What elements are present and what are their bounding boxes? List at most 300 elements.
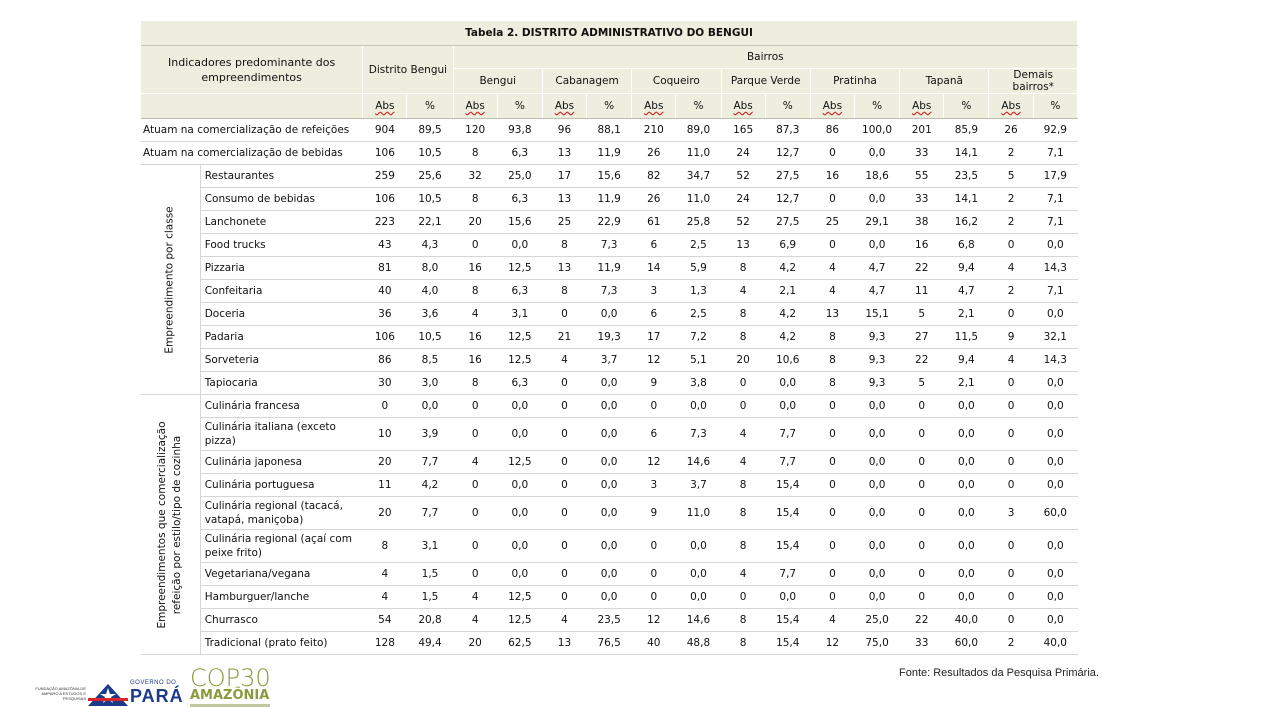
table-cell: 15,4 <box>765 474 810 497</box>
table-cell: 0 <box>810 497 854 530</box>
row-label: Culinária japonesa <box>200 451 363 474</box>
table-cell: 20 <box>721 349 765 372</box>
table-cell: 0,0 <box>944 497 989 530</box>
table-cell: 52 <box>721 165 765 188</box>
table-cell: 12 <box>632 609 676 632</box>
table-cell: 81 <box>363 257 407 280</box>
table-cell: 0 <box>989 474 1033 497</box>
table-cell: 11,0 <box>676 188 721 211</box>
table-row <box>141 372 1078 395</box>
table-cell: 14,6 <box>676 609 721 632</box>
table-cell: 7,1 <box>1033 142 1077 165</box>
table-cell: 0 <box>542 395 586 418</box>
table-cell: 0 <box>721 395 765 418</box>
table-cell: 0 <box>989 418 1033 451</box>
table-cell: 0,0 <box>855 395 900 418</box>
table-cell: 89,0 <box>676 119 721 142</box>
row-label: Tapiocaria <box>200 372 363 395</box>
table-cell: 0 <box>632 530 676 563</box>
table-cell: 0,0 <box>587 474 632 497</box>
table-row <box>141 451 1078 474</box>
table-cell: 4 <box>721 418 765 451</box>
table-cell: 0,0 <box>676 586 721 609</box>
table-cell: 20 <box>453 632 497 655</box>
table-cell: 6 <box>632 303 676 326</box>
table-cell: 25,8 <box>676 211 721 234</box>
table-cell: 4 <box>542 349 586 372</box>
source-note: Fonte: Resultados da Pesquisa Primária. <box>899 667 1099 679</box>
table-cell: 22,9 <box>587 211 632 234</box>
table-cell: 0 <box>810 474 854 497</box>
pct-header: % <box>944 94 989 119</box>
table-cell: 6,3 <box>497 142 542 165</box>
table-cell: 3,0 <box>407 372 453 395</box>
table-row <box>141 349 1078 372</box>
table-cell: 60,0 <box>944 632 989 655</box>
cop30-logo <box>190 664 280 714</box>
abs-header <box>721 94 765 119</box>
table-cell: 0 <box>542 451 586 474</box>
table-cell: 12,7 <box>765 188 810 211</box>
table-cell: 14,3 <box>1033 349 1077 372</box>
table-cell: 8 <box>721 474 765 497</box>
table-cell: 54 <box>363 609 407 632</box>
table-cell: 0 <box>453 563 497 586</box>
table-cell: 8 <box>721 257 765 280</box>
table-cell: 19,3 <box>587 326 632 349</box>
table-cell: 13 <box>542 632 586 655</box>
table-cell: 26 <box>989 119 1033 142</box>
table-cell: 1,3 <box>676 280 721 303</box>
table-cell: 2 <box>989 632 1033 655</box>
table-cell: 6,3 <box>497 372 542 395</box>
row-label: Padaria <box>200 326 363 349</box>
table-cell: 10,5 <box>407 188 453 211</box>
table-cell: 23,5 <box>944 165 989 188</box>
table-cell: 15,6 <box>497 211 542 234</box>
table-cell: 100,0 <box>855 119 900 142</box>
table-cell: 4 <box>721 280 765 303</box>
table-row <box>141 257 1078 280</box>
table-cell: 3,1 <box>407 530 453 563</box>
cop30-subline <box>190 704 270 707</box>
table-cell: 49,4 <box>407 632 453 655</box>
pct-header: % <box>1033 94 1077 119</box>
table-cell: 0 <box>542 418 586 451</box>
table-cell: 0,0 <box>407 395 453 418</box>
table-row <box>141 119 1078 142</box>
table-cell: 0,0 <box>676 395 721 418</box>
table-cell: 8 <box>453 372 497 395</box>
table-cell: 0 <box>900 474 944 497</box>
table-row <box>141 632 1078 655</box>
table-cell: 0,0 <box>944 474 989 497</box>
table-cell: 20,8 <box>407 609 453 632</box>
table-cell: 52 <box>721 211 765 234</box>
table-cell: 4 <box>989 257 1033 280</box>
table-cell: 20 <box>363 451 407 474</box>
table-cell: 8 <box>810 372 854 395</box>
table-cell: 0 <box>542 474 586 497</box>
table-cell: 0 <box>810 142 854 165</box>
row-label: Vegetariana/vegana <box>200 563 363 586</box>
table-cell: 0,0 <box>587 418 632 451</box>
table-cell: 0,0 <box>497 563 542 586</box>
table-cell: 0 <box>810 418 854 451</box>
table-row <box>141 326 1078 349</box>
pct-header: % <box>765 94 810 119</box>
table-cell: 0,0 <box>587 372 632 395</box>
table-cell: 7,3 <box>587 234 632 257</box>
bairro-header: Coqueiro <box>632 69 721 94</box>
table-cell: 0 <box>453 418 497 451</box>
table-cell: 0 <box>810 234 854 257</box>
table-cell: 0 <box>632 586 676 609</box>
table-cell: 14,6 <box>676 451 721 474</box>
table-cell: 0,0 <box>944 530 989 563</box>
table-cell: 15,4 <box>765 632 810 655</box>
table-cell: 904 <box>363 119 407 142</box>
table-cell: 0 <box>900 418 944 451</box>
table-cell: 0 <box>989 586 1033 609</box>
table-cell: 2,1 <box>944 372 989 395</box>
table-cell: 10,5 <box>407 326 453 349</box>
table-cell: 4,2 <box>765 326 810 349</box>
table-cell: 0,0 <box>1033 303 1077 326</box>
table-cell: 0,0 <box>497 530 542 563</box>
table-cell: 75,0 <box>855 632 900 655</box>
table-cell: 24 <box>721 188 765 211</box>
table-cell: 7,7 <box>765 418 810 451</box>
row-label: Lanchonete <box>200 211 363 234</box>
table-cell: 16 <box>810 165 854 188</box>
row-label: Pizzaria <box>200 257 363 280</box>
pct-header: % <box>855 94 900 119</box>
table-cell: 87,3 <box>765 119 810 142</box>
row-label: Hamburguer/lanche <box>200 586 363 609</box>
table-row <box>141 303 1078 326</box>
table-cell: 0,0 <box>1033 451 1077 474</box>
table-cell: 8 <box>810 326 854 349</box>
table-cell: 26 <box>632 188 676 211</box>
table-cell: 3,7 <box>676 474 721 497</box>
table-cell: 0,0 <box>587 451 632 474</box>
table-cell: 82 <box>632 165 676 188</box>
table-cell: 12 <box>632 349 676 372</box>
table-cell: 0 <box>900 563 944 586</box>
table-cell: 0,0 <box>855 474 900 497</box>
row-label: Sorveteria <box>200 349 363 372</box>
row-label: Consumo de bebidas <box>200 188 363 211</box>
table-cell: 5,9 <box>676 257 721 280</box>
table-cell: 9,3 <box>855 372 900 395</box>
table-cell: 0,0 <box>587 395 632 418</box>
table-cell: 0,0 <box>1033 395 1077 418</box>
table-cell: 12,5 <box>497 451 542 474</box>
para-star-icon <box>88 682 128 706</box>
table-cell: 18,6 <box>855 165 900 188</box>
table-cell: 4,3 <box>407 234 453 257</box>
table-cell: 0 <box>989 234 1033 257</box>
table-cell: 12 <box>632 451 676 474</box>
table-cell: 4 <box>453 303 497 326</box>
table-cell: 6,8 <box>944 234 989 257</box>
abs-header-label: Abs <box>554 100 575 112</box>
table-cell: 106 <box>363 142 407 165</box>
table-cell: 0 <box>900 530 944 563</box>
row-label: Doceria <box>200 303 363 326</box>
table-cell: 0,0 <box>676 563 721 586</box>
table-cell: 0,0 <box>497 418 542 451</box>
table-cell: 4 <box>453 451 497 474</box>
row-label: Food trucks <box>200 234 363 257</box>
table-cell: 38 <box>900 211 944 234</box>
table-cell: 0 <box>810 188 854 211</box>
table-cell: 6,9 <box>765 234 810 257</box>
table-cell: 0 <box>900 586 944 609</box>
table-cell: 0 <box>632 395 676 418</box>
table-cell: 7,1 <box>1033 188 1077 211</box>
abs-header <box>632 94 676 119</box>
table-cell: 13 <box>810 303 854 326</box>
table-cell: 16,2 <box>944 211 989 234</box>
table-cell: 61 <box>632 211 676 234</box>
pct-header: % <box>407 94 453 119</box>
pct-header: % <box>587 94 632 119</box>
table-cell: 0,0 <box>765 395 810 418</box>
table-cell: 106 <box>363 188 407 211</box>
table-cell: 7,7 <box>765 451 810 474</box>
table-cell: 0 <box>542 372 586 395</box>
row-label: Culinária regional (tacacá, vatapá, maniçoba) <box>200 497 363 530</box>
table-cell: 1,5 <box>407 586 453 609</box>
table-cell: 14,1 <box>944 142 989 165</box>
table-cell: 0 <box>989 563 1033 586</box>
row-label: Tradicional (prato feito) <box>200 632 363 655</box>
table-cell: 4 <box>721 563 765 586</box>
table-cell: 33 <box>900 632 944 655</box>
table-cell: 8 <box>721 530 765 563</box>
table-cell: 24 <box>721 142 765 165</box>
table-cell: 33 <box>900 188 944 211</box>
table-cell: 86 <box>363 349 407 372</box>
table-cell: 4 <box>721 451 765 474</box>
table-cell: 26 <box>632 142 676 165</box>
table-cell: 12,5 <box>497 326 542 349</box>
table-cell: 0,0 <box>855 451 900 474</box>
table-cell: 0,0 <box>944 395 989 418</box>
amazonia-label: AMAZÔNIA <box>190 688 270 703</box>
table-cell: 4,0 <box>407 280 453 303</box>
table-cell: 22 <box>900 349 944 372</box>
abs-header-label: Abs <box>375 100 395 112</box>
table-row <box>141 165 1078 188</box>
table-cell: 0,0 <box>1033 609 1077 632</box>
table-cell: 0 <box>989 395 1033 418</box>
table-cell: 34,7 <box>676 165 721 188</box>
table-cell: 23,5 <box>587 609 632 632</box>
table-cell: 11 <box>363 474 407 497</box>
table-cell: 16 <box>453 257 497 280</box>
table-cell: 0,0 <box>1033 234 1077 257</box>
table-cell: 88,1 <box>587 119 632 142</box>
table-cell: 40,0 <box>944 609 989 632</box>
table-row <box>141 395 1078 418</box>
table-cell: 6 <box>632 234 676 257</box>
table-cell: 5,1 <box>676 349 721 372</box>
table-cell: 20 <box>363 497 407 530</box>
table-cell: 4 <box>363 563 407 586</box>
table-cell: 48,8 <box>676 632 721 655</box>
table-cell: 3 <box>632 280 676 303</box>
table-cell: 17 <box>632 326 676 349</box>
table-cell: 7,3 <box>587 280 632 303</box>
table-cell: 0 <box>900 395 944 418</box>
table-cell: 0 <box>810 395 854 418</box>
table-cell: 0,0 <box>1033 474 1077 497</box>
district-header: Distrito Bengui <box>363 46 453 94</box>
table-cell: 40,0 <box>1033 632 1077 655</box>
table-cell: 7,1 <box>1033 211 1077 234</box>
table-cell: 2,1 <box>944 303 989 326</box>
table-cell: 4 <box>810 609 854 632</box>
table-cell: 2,1 <box>765 280 810 303</box>
table-cell: 85,9 <box>944 119 989 142</box>
table-cell: 0 <box>542 530 586 563</box>
table-cell: 15,4 <box>765 497 810 530</box>
row-label: Culinária portuguesa <box>200 474 363 497</box>
gov-label: GOVERNO DO <box>130 680 177 686</box>
table-cell: 8 <box>721 303 765 326</box>
table-cell: 9,4 <box>944 257 989 280</box>
table-cell: 12,5 <box>497 586 542 609</box>
table-cell: 9 <box>632 497 676 530</box>
para-label: PARÁ <box>130 686 184 706</box>
table-cell: 12,5 <box>497 609 542 632</box>
table-cell: 7,2 <box>676 326 721 349</box>
table-cell: 3 <box>989 497 1033 530</box>
abs-header-label: Abs <box>733 100 753 112</box>
table-cell: 0 <box>453 234 497 257</box>
table-cell: 0 <box>542 303 586 326</box>
table-cell: 62,5 <box>497 632 542 655</box>
table-cell: 9 <box>632 372 676 395</box>
table-cell: 15,1 <box>855 303 900 326</box>
table-cell: 0,0 <box>587 497 632 530</box>
table-cell: 0,0 <box>497 234 542 257</box>
table-cell: 0 <box>363 395 407 418</box>
table-cell: 0,0 <box>497 395 542 418</box>
table-cell: 2 <box>989 142 1033 165</box>
table-cell: 27 <box>900 326 944 349</box>
table-cell: 17 <box>542 165 586 188</box>
table-cell: 13 <box>542 188 586 211</box>
table-cell: 93,8 <box>497 119 542 142</box>
row-label: Confeitaria <box>200 280 363 303</box>
table-cell: 2 <box>989 211 1033 234</box>
table-cell: 4,7 <box>855 257 900 280</box>
table-cell: 4,2 <box>765 303 810 326</box>
table-cell: 0 <box>900 451 944 474</box>
table-cell: 0,0 <box>944 563 989 586</box>
table-cell: 2 <box>989 188 1033 211</box>
abs-header-label: Abs <box>912 100 932 112</box>
table-cell: 4 <box>810 280 854 303</box>
table-cell: 40 <box>363 280 407 303</box>
table-cell: 0 <box>989 303 1033 326</box>
table-cell: 0 <box>989 451 1033 474</box>
table-cell: 14,1 <box>944 188 989 211</box>
abs-header <box>453 94 497 119</box>
table-cell: 30 <box>363 372 407 395</box>
table-cell: 11,0 <box>676 142 721 165</box>
abs-header-label: Abs <box>465 100 485 112</box>
bairros-header: Bairros <box>453 46 1077 69</box>
table-cell: 9 <box>989 326 1033 349</box>
table-cell: 0,0 <box>765 372 810 395</box>
table-cell: 3,6 <box>407 303 453 326</box>
table-cell: 15,4 <box>765 530 810 563</box>
table-cell: 0,0 <box>1033 372 1077 395</box>
table-cell: 0 <box>810 451 854 474</box>
table-cell: 0 <box>453 474 497 497</box>
group-label-cell <box>141 165 200 395</box>
table-cell: 0,0 <box>765 586 810 609</box>
table-cell: 0 <box>721 372 765 395</box>
table-cell: 27,5 <box>765 165 810 188</box>
table-cell: 0,0 <box>1033 563 1077 586</box>
table-cell: 3,8 <box>676 372 721 395</box>
bairro-header: Tapanã <box>900 69 989 94</box>
table-cell: 3,7 <box>587 349 632 372</box>
table-cell: 2,5 <box>676 234 721 257</box>
table-cell: 20 <box>453 211 497 234</box>
table-cell: 21 <box>542 326 586 349</box>
group-label: Empreendimento por classe <box>163 205 176 354</box>
table-cell: 6 <box>632 418 676 451</box>
table-cell: 96 <box>542 119 586 142</box>
table-cell: 0,0 <box>1033 530 1077 563</box>
table-cell: 22 <box>900 257 944 280</box>
row-label: Culinária italiana (exceto pizza) <box>200 418 363 451</box>
group-label-cell <box>141 395 200 655</box>
table-cell: 0 <box>453 497 497 530</box>
row-label: Culinária regional (açaí com peixe frito) <box>200 530 363 563</box>
table-cell: 11,5 <box>944 326 989 349</box>
table-cell: 8 <box>810 349 854 372</box>
row-label: Culinária francesa <box>200 395 363 418</box>
data-table <box>141 21 1078 655</box>
table-row <box>141 418 1078 451</box>
table-cell: 11,0 <box>676 497 721 530</box>
fapespa-logo-text: FUNDAÇÃO AMAZÔNIA DE AMPARO A ESTUDOS E PESQUISAS <box>35 686 86 701</box>
table-cell: 12,7 <box>765 142 810 165</box>
table-cell: 9,4 <box>944 349 989 372</box>
table-row <box>141 563 1078 586</box>
table-cell: 0,0 <box>497 474 542 497</box>
table-cell: 0,0 <box>855 418 900 451</box>
pct-header: % <box>676 94 721 119</box>
table-cell: 8 <box>721 326 765 349</box>
table-cell: 0,0 <box>855 234 900 257</box>
table-cell: 15,4 <box>765 609 810 632</box>
table-cell: 4,7 <box>855 280 900 303</box>
pct-header: % <box>497 94 542 119</box>
table-cell: 7,7 <box>407 497 453 530</box>
table-cell: 0 <box>900 497 944 530</box>
table-row <box>141 142 1078 165</box>
table-cell: 0 <box>810 530 854 563</box>
